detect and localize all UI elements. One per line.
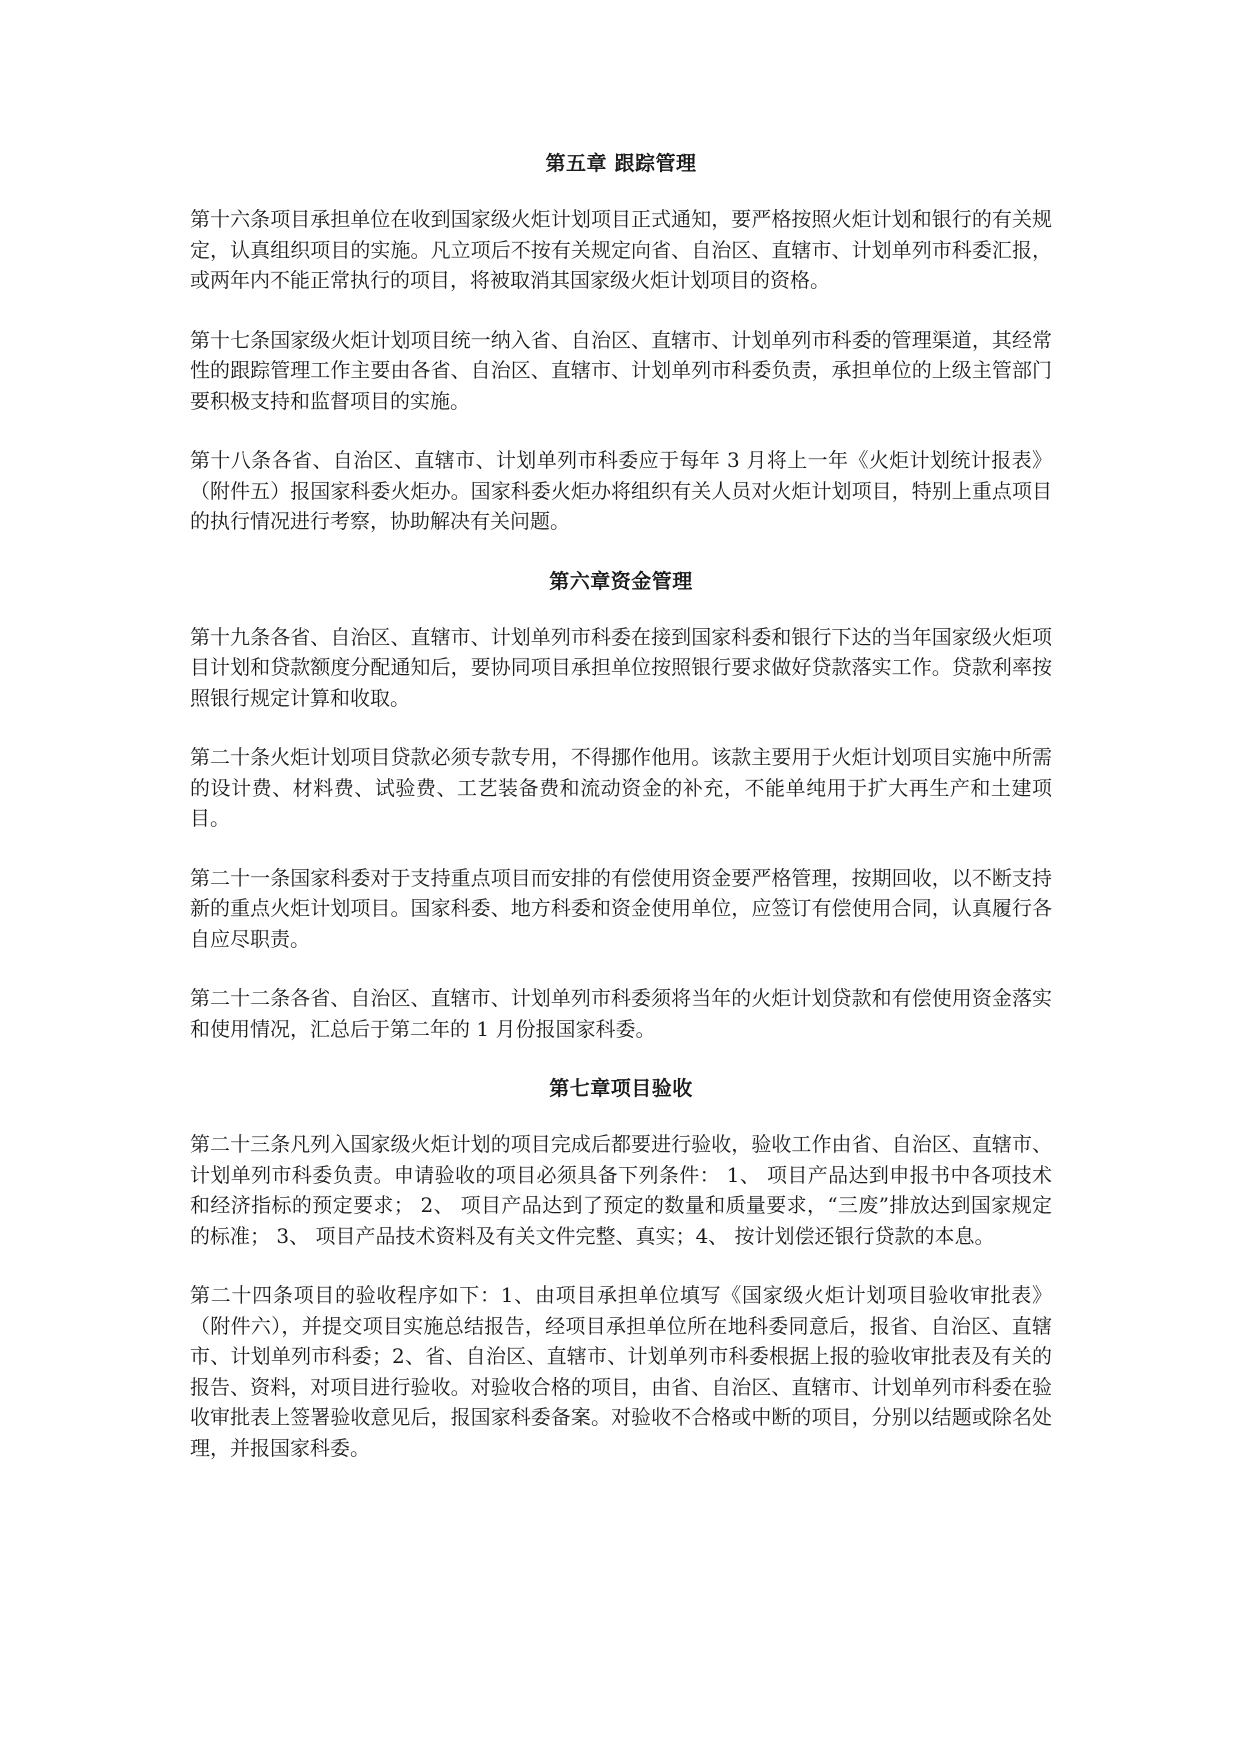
article-21: 第二十一条国家科委对于支持重点项目而安排的有偿使用资金要严格管理，按期回收，以不断支持新的重点火炬计划项目。国家科委、地方科委和资金使用单位，应签订有偿使用合同，认真履行各自应尽职责。 [190, 865, 1052, 951]
article-19: 第十九条各省、自治区、直辖市、计划单列市科委在接到国家科委和银行下达的当年国家级火炬项目计划和贷款额度分配通知后，要协同项目承担单位按照银行要求做好贷款落实工作。贷款利率按照银行规定计算和收取。 [190, 624, 1052, 710]
document-page [190, 148, 1052, 1492]
chapter-7-title: 第七章项目验收 [549, 1076, 693, 1100]
article-24: 第二十四条项目的验收程序如下：1、由项目承担单位填写《国家级火炬计划项目验收审批表》（附件六），并提交项目实施总结报告，经项目承担单位所在地科委同意后，报省、自治区、直辖市、计划单列市科委；2、省、自治区、直辖市、计划单列市科委根据上报的验收审批表及有关的报告、资料，对项目进行验收。对验收合格的项目，由省、自治区、直辖市、计划单列市科委在验收审批表上签署验收意见后，报国家科委备案。对验收不合格或中断的项目，分别以结题或除名处理，并报国家科委。 [190, 1283, 1052, 1460]
article-22: 第二十二条各省、自治区、直辖市、计划单列市科委须将当年的火炬计划贷款和有偿使用资金落实和使用情况，汇总后于第二年的 1 月份报国家科委。 [190, 986, 1052, 1041]
article-17: 第十七条国家级火炬计划项目统一纳入省、自治区、直辖市、计划单列市科委的管理渠道，其经常性的跟踪管理工作主要由各省、自治区、直辖市、计划单列市科委负责，承担单位的上级主管部门要积极支持和监督项目的实施。 [190, 327, 1052, 413]
chapter-6-title: 第六章资金管理 [549, 568, 693, 593]
article-16: 第十六条项目承担单位在收到国家级火炬计划项目正式通知，要严格按照火炬计划和银行的有关规定，认真组织项目的实施。凡立项后不按有关规定向省、自治区、直辖市、计划单列市科委汇报，或两年内不能正常执行的项目，将被取消其国家级火炬计划项目的资格。 [190, 207, 1052, 292]
article-20: 第二十条火炬计划项目贷款必须专款专用，不得挪作他用。该款主要用于火炬计划项目实施中所需的设计费、材料费、试验费、工艺装备费和流动资金的补充，不能单纯用于扩大再生产和土建项目。 [190, 745, 1052, 830]
article-18: 第十八条各省、自治区、直辖市、计划单列市科委应于每年 3 月将上一年《火炬计划统计报表》（附件五）报国家科委火炬办。国家科委火炬办将组织有关人员对火炬计划项目，特别上重点项目的执行情况进行考察，协助解决有关问题。 [190, 448, 1052, 533]
article-23: 第二十三条凡列入国家级火炬计划的项目完成后都要进行验收，验收工作由省、自治区、直辖市、计划单列市科委负责。申请验收的项目必须具备下列条件： 1、 项目产品达到申报书中各项技术和经济指标的预定要求； 2、 项目产品达到了预定的数量和质量要求，“三废”排放达到国家规定的标准； 3、 项目产品技术资料及有关文件完整、真实；4、 按计划偿还银行贷款的本息。 [190, 1132, 1052, 1248]
chapter-5-title: 第五章 跟踪管理 [545, 151, 697, 175]
